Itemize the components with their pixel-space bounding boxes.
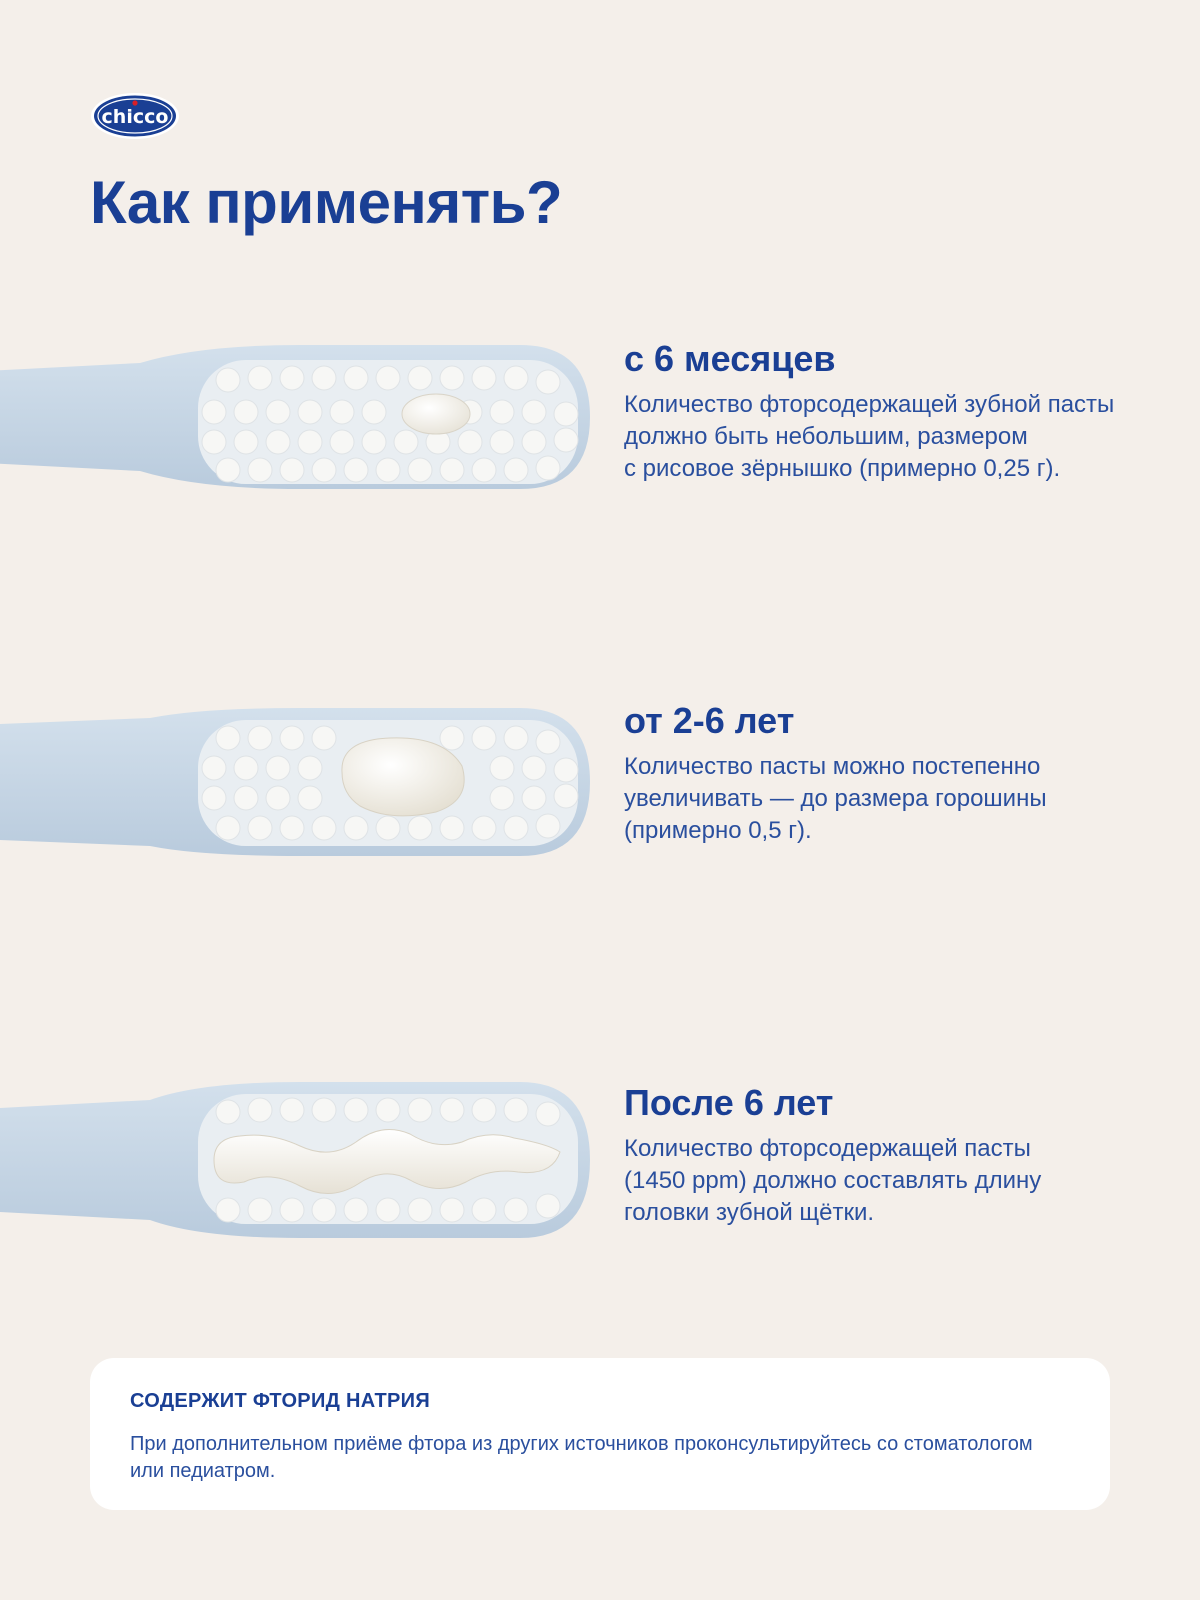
note-text: При дополнительном приёме фтора из других источников проконсультируйтесь со стоматологом или педиатром. [130,1433,1033,1482]
toothbrush-pea-amount-image [0,680,600,880]
step-title: После 6 лет [624,1082,834,1123]
step-after-6-years [624,1082,1184,1228]
step-description: Количество пасты можно постепенно увеличивать — до размера горошины (примерно 0,5 г). [624,753,1047,844]
toothbrush-full-length-amount-image [0,1060,600,1260]
toothbrush-rice-grain-amount-image [0,320,600,520]
sodium-fluoride-note-card [90,1358,1110,1510]
step-description: Количество фторсодержащей зубной пасты должно быть небольшим, размером с рисовое зёрнышко (примерно 0,25 г). [624,391,1115,482]
step-title: от 2-6 лет [624,700,795,741]
chicco-logo [90,92,180,140]
logo-wordmark: chicco [101,106,169,128]
step-description: Количество фторсодержащей пасты (1450 ppm) должно составлять длину головки зубной щётки. [624,1135,1042,1226]
step-title: с 6 месяцев [624,338,836,379]
page-title: Как применять? [90,169,563,236]
step-2-6-years [624,700,1184,846]
note-heading: СОДЕРЖИТ ФТОРИД НАТРИЯ [130,1390,431,1412]
step-6-months [624,338,1184,484]
